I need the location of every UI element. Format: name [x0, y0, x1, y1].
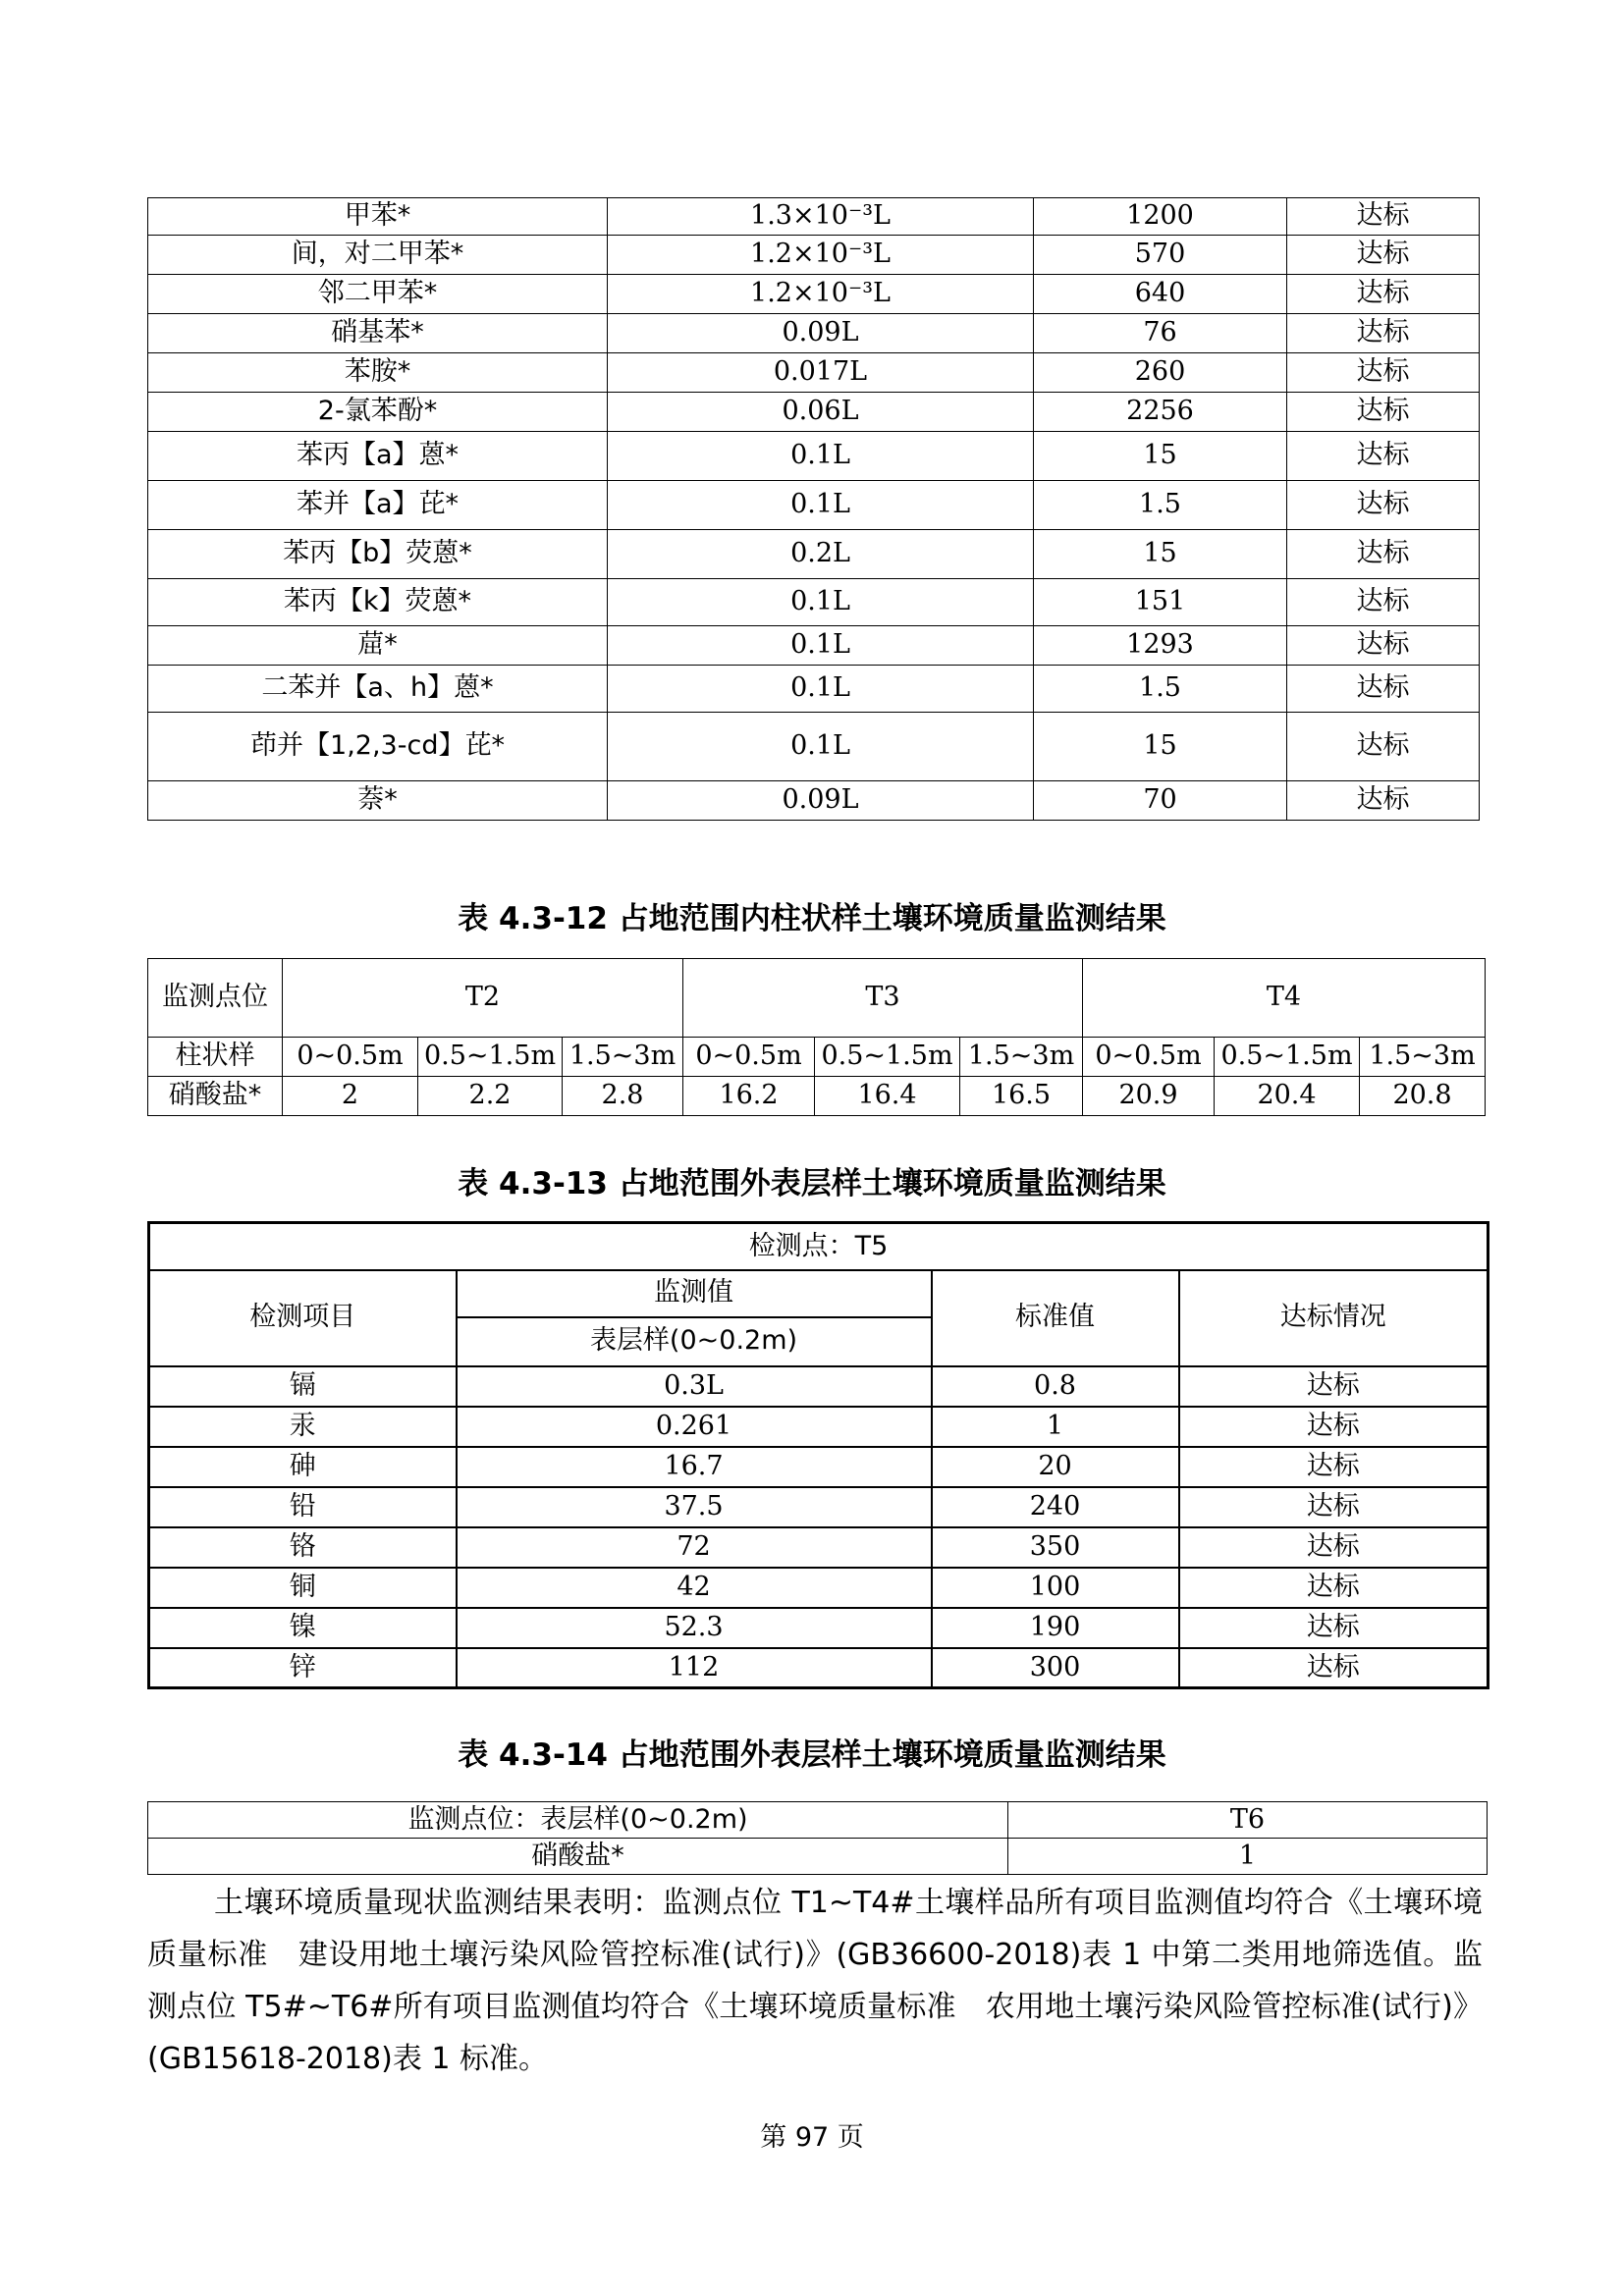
t6-value: 1	[1008, 1839, 1488, 1875]
standard-cell: 20	[932, 1447, 1179, 1487]
metal-cell: 铬	[149, 1527, 457, 1568]
metal-cell: 铅	[149, 1487, 457, 1527]
depth-cell: 0.5~1.5m	[815, 1038, 960, 1077]
table-row	[148, 666, 1480, 713]
table-row	[148, 236, 1480, 275]
detect-limit-cell: 0.09L	[608, 781, 1034, 821]
result-cell: 达标	[1287, 314, 1480, 353]
table-row	[149, 1608, 1489, 1648]
metal-cell: 砷	[149, 1447, 457, 1487]
table-row	[149, 1407, 1489, 1447]
table-row	[148, 314, 1480, 353]
metal-cell: 铜	[149, 1568, 457, 1608]
table-row	[149, 1568, 1489, 1608]
standard-cell: 1.5	[1034, 666, 1287, 713]
standard-cell: 260	[1034, 353, 1287, 393]
detect-limit-cell: 1.2×10⁻³L	[608, 236, 1034, 275]
table-row	[149, 1447, 1489, 1487]
depth-cell: 0~0.5m	[283, 1038, 418, 1077]
result-cell: 达标	[1179, 1487, 1489, 1527]
item-cell: 苯胺*	[148, 353, 608, 393]
item-cell: 二苯并【a、h】蒽*	[148, 666, 608, 713]
value-cell: 72	[457, 1527, 932, 1568]
nitrate-value-cell: 16.5	[960, 1077, 1083, 1116]
conclusion-text: 土壤环境质量现状监测结果表明：监测点位 T1~T4#土壤样品所有项目监测值均符合《土壤环境质量标准 建设用地土壤污染风险管控标准(试行)》(GB36600-2018)表 1 中第二类用地筛选值。监测点位 T5#~T6#所有项目监测值均符合《土壤环境质量标准 农用地土壤污染风险管控标准(试行)》(GB15618-2018)表 1 标准。	[147, 1886, 1483, 2076]
standard-cell: 570	[1034, 236, 1287, 275]
standard-cell: 15	[1034, 530, 1287, 579]
item-cell: 硝基苯*	[148, 314, 608, 353]
depth-cell: 1.5~3m	[960, 1038, 1083, 1077]
metal-cell: 镍	[149, 1608, 457, 1648]
detect-limit-cell: 0.1L	[608, 626, 1034, 666]
table-row	[148, 198, 1480, 236]
standard-cell: 190	[932, 1608, 1179, 1648]
result-cell: 达标	[1287, 481, 1480, 530]
nitrate-value-cell: 2.8	[563, 1077, 683, 1116]
result-cell: 达标	[1287, 236, 1480, 275]
depth-cell: 1.5~3m	[563, 1038, 683, 1077]
value-cell: 0.3L	[457, 1366, 932, 1407]
result-cell: 达标	[1287, 432, 1480, 481]
item-cell: 萘*	[148, 781, 608, 821]
table-row	[148, 481, 1480, 530]
result-cell: 达标	[1287, 198, 1480, 236]
table-row	[148, 579, 1480, 626]
t6-item: 硝酸盐*	[148, 1839, 1008, 1875]
result-cell: 达标	[1179, 1608, 1489, 1648]
result-cell: 达标	[1287, 530, 1480, 579]
result-cell: 达标	[1179, 1366, 1489, 1407]
nitrate-value-cell: 20.8	[1360, 1077, 1486, 1116]
result-cell: 达标	[1287, 626, 1480, 666]
page-number: 第 97 页	[760, 2122, 864, 2153]
standard-cell: 70	[1034, 781, 1287, 821]
item-cell: 甲苯*	[148, 198, 608, 236]
table14-caption: 表 4.3-14 占地范围外表层样土壤环境质量监测结果	[458, 1737, 1166, 1773]
depth-cell: 0~0.5m	[683, 1038, 815, 1077]
table12-column-sample	[147, 958, 1486, 1116]
detect-limit-cell: 0.017L	[608, 353, 1034, 393]
value-cell: 112	[457, 1648, 932, 1688]
detect-limit-cell: 0.1L	[608, 481, 1034, 530]
point-label: 监测点位	[148, 959, 283, 1038]
header-monitor: 监测值	[457, 1270, 932, 1317]
item-cell: 苯丙【a】蒽*	[148, 432, 608, 481]
header-sample: 表层样(0~0.2m)	[457, 1317, 932, 1366]
table-row	[148, 393, 1480, 432]
result-cell: 达标	[1179, 1527, 1489, 1568]
table-row	[148, 781, 1480, 821]
detect-limit-cell: 0.09L	[608, 314, 1034, 353]
item-cell: 邻二甲苯*	[148, 275, 608, 314]
result-cell: 达标	[1287, 353, 1480, 393]
header-result: 达标情况	[1179, 1270, 1489, 1366]
table-row	[148, 713, 1480, 781]
standard-cell: 76	[1034, 314, 1287, 353]
table-row	[149, 1527, 1489, 1568]
conclusion-paragraph	[147, 1877, 1483, 2085]
standard-cell: 1	[932, 1407, 1179, 1447]
metal-cell: 锌	[149, 1648, 457, 1688]
result-cell: 达标	[1179, 1648, 1489, 1688]
standard-cell: 2256	[1034, 393, 1287, 432]
standard-cell: 350	[932, 1527, 1179, 1568]
standard-cell: 15	[1034, 432, 1287, 481]
item-cell: 苯并【a】芘*	[148, 481, 608, 530]
value-cell: 52.3	[457, 1608, 932, 1648]
result-cell: 达标	[1179, 1447, 1489, 1487]
nitrate-value-cell: 2	[283, 1077, 418, 1116]
t6-header-left: 监测点位：表层样(0~0.2m)	[148, 1802, 1008, 1839]
detect-limit-cell: 1.2×10⁻³L	[608, 275, 1034, 314]
nitrate-value-cell: 20.9	[1083, 1077, 1215, 1116]
detect-limit-cell: 0.1L	[608, 713, 1034, 781]
result-cell: 达标	[1287, 579, 1480, 626]
table-row	[148, 530, 1480, 579]
table13-caption: 表 4.3-13 占地范围外表层样土壤环境质量监测结果	[458, 1166, 1166, 1201]
header-item: 检测项目	[149, 1270, 457, 1366]
point-t4: T4	[1083, 959, 1486, 1038]
table13-surface-sample-t5	[147, 1221, 1489, 1689]
table-row	[148, 275, 1480, 314]
item-cell: 苯丙【k】荧蒽*	[148, 579, 608, 626]
item-cell: 2-氯苯酚*	[148, 393, 608, 432]
result-cell: 达标	[1287, 713, 1480, 781]
result-cell: 达标	[1179, 1568, 1489, 1608]
value-cell: 42	[457, 1568, 932, 1608]
table-row	[148, 353, 1480, 393]
detect-limit-cell: 0.1L	[608, 432, 1034, 481]
standard-cell: 151	[1034, 579, 1287, 626]
result-cell: 达标	[1287, 393, 1480, 432]
standard-cell: 0.8	[932, 1366, 1179, 1407]
standard-cell: 100	[932, 1568, 1179, 1608]
table-row	[149, 1648, 1489, 1688]
metal-cell: 汞	[149, 1407, 457, 1447]
column-label: 柱状样	[148, 1038, 283, 1077]
value-cell: 37.5	[457, 1487, 932, 1527]
depth-cell: 0.5~1.5m	[418, 1038, 563, 1077]
item-cell: 苯丙【b】荧蒽*	[148, 530, 608, 579]
result-cell: 达标	[1287, 781, 1480, 821]
detect-limit-cell: 0.2L	[608, 530, 1034, 579]
nitrate-value-cell: 2.2	[418, 1077, 563, 1116]
standard-cell: 15	[1034, 713, 1287, 781]
value-cell: 0.261	[457, 1407, 932, 1447]
detect-limit-cell: 1.3×10⁻³L	[608, 198, 1034, 236]
item-cell: 茚并【1,2,3-cd】芘*	[148, 713, 608, 781]
t5-title: 检测点：T5	[149, 1223, 1489, 1270]
detect-limit-cell: 0.1L	[608, 579, 1034, 626]
item-cell: 䓛*	[148, 626, 608, 666]
table-row	[148, 432, 1480, 481]
t6-header-right: T6	[1008, 1802, 1488, 1839]
result-cell: 达标	[1287, 275, 1480, 314]
nitrate-value-cell: 20.4	[1215, 1077, 1360, 1116]
result-cell: 达标	[1287, 666, 1480, 713]
table-row	[149, 1487, 1489, 1527]
standard-cell: 1200	[1034, 198, 1287, 236]
metal-cell: 镉	[149, 1366, 457, 1407]
table12-caption: 表 4.3-12 占地范围内柱状样土壤环境质量监测结果	[458, 901, 1166, 936]
result-cell: 达标	[1179, 1407, 1489, 1447]
table-row	[148, 626, 1480, 666]
standard-cell: 300	[932, 1648, 1179, 1688]
depth-cell: 1.5~3m	[1360, 1038, 1486, 1077]
header-standard: 标准值	[932, 1270, 1179, 1366]
table-row	[149, 1366, 1489, 1407]
detect-limit-cell: 0.06L	[608, 393, 1034, 432]
monitoring-table-continued	[147, 197, 1480, 821]
nitrate-value-cell: 16.4	[815, 1077, 960, 1116]
value-cell: 16.7	[457, 1447, 932, 1487]
item-cell: 间，对二甲苯*	[148, 236, 608, 275]
standard-cell: 640	[1034, 275, 1287, 314]
standard-cell: 1293	[1034, 626, 1287, 666]
depth-cell: 0.5~1.5m	[1215, 1038, 1360, 1077]
standard-cell: 1.5	[1034, 481, 1287, 530]
standard-cell: 240	[932, 1487, 1179, 1527]
point-t3: T3	[683, 959, 1083, 1038]
table14-surface-sample-t6	[147, 1801, 1488, 1875]
nitrate-value-cell: 16.2	[683, 1077, 815, 1116]
depth-cell: 0~0.5m	[1083, 1038, 1215, 1077]
nitrate-label: 硝酸盐*	[148, 1077, 283, 1116]
point-t2: T2	[283, 959, 683, 1038]
detect-limit-cell: 0.1L	[608, 666, 1034, 713]
